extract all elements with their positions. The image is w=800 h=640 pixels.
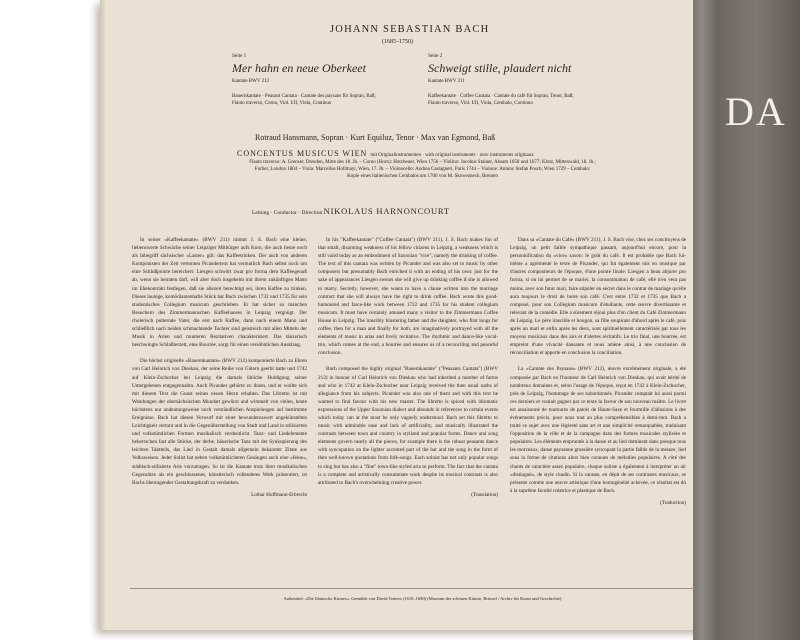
side-1-description: Bauernkantate · Peasant Cantata · Cantate des paysans für Sopran, Baß; — [232, 94, 376, 99]
instrument-line: Furber, London 1804 – Viola: Marcellus Hollmayr, Wien, 17. Jh. – Violoncello: Andrea Castagneri, Paris 1744 – Violone: Antony Stefan Posch, Wien 1729 – Cembalo: — [254, 167, 591, 172]
side-1-instruments: Flauto traverso, Corno, Viol. I/II, Viola, Continuo — [232, 101, 332, 106]
side-2-description: Kaffeekantate · Coffee Cantata · Cantate du café für Sopran, Tenor, Baß; — [428, 94, 574, 99]
notes-paragraph: Dans sa «Cantate du Café» (BWV 211), J. S. Bach vise, chez ses concitoyens de Leipzig, un petit faible sympathique passant, aujourd'hui encore, pour la personnification du «vice» saxon: le goût du café. Il est probable que Bach lui-même a agrémenté le texte de Picander, qui fut également mis en musique par d'autres compositeurs de l'époque, d'une pointe finale: Liesgen a beau abjurer pro forma, si on lui permet de se marier, la consommation de café, elle n'en veut pas moins, avec son futur mari, faire stipuler en secret dans le contrat de mariage qu'elle aura toujours le droit de boire son café. C'est entre 1732 et 1735 que Bach a composé, pour son Collegium musicum d'étudiants, cette œuvre divertissante et relevant de la comédie. Elle a sûrement réjoui plus d'un client du Café Zimmermann de Leipzig. Le père irascible et bougon, sa fille soupirant d'abord après le café, puis après un mari et enfin après les deux, sont spirituellement caractérisés par tous les moyens musicaux dans des airs et d'alertes récitatifs. Le trio final, une bourrée, est empreint d'une vivacité dansante et nous amène ainsi, à une conclusion de réconciliation et apporte en conclusion la conciliation. — [510, 237, 686, 357]
instrument-list — [160, 159, 685, 180]
ensemble — [237, 149, 534, 158]
notes-author: Lothar Hoffmann-Erbrecht — [251, 491, 307, 498]
notes-translation-mark: (Traduction) — [659, 499, 686, 506]
notes-paragraph: La «Cantate des Paysans» (BWV 212), œuvre extrêmement originale, a été composée par Bach en l'honneur de Carl Heinrich von Dieskau, qui avait hérité de nombreux domaines et, selon l'usage de l'époque, reçut en 1742 à Klein-Zschocher, près de Leipzig, l'hommage de ses subordonnés. Picander comptait lui aussi parmi ces derniers et voulait gagner par ce texte la faveur de son nouveau maître. Le livret est assaisonné de tournures de patois de Haute-Saxe et fourmille d'allusions à des événements précis, pour nous tout au plus compréhensibles à demi-mot. Bach a traité ce sujet avec une légèreté sans art et une simplicité remarquables, traduisant l'opposition de la ville et de la campagne dans des formes musicales stylisées et populaires. Les éléments empruntés à la danse et au lied dominent dans presque tous les morceaux, danse paysanne grossière syncopant la partie faible de la mesure, lied sous la forme de citations alors bien connues de mélodies populaires. A côté des chants de caractère assez populaire, chaque soliste a également à interpréter un air «distingué», de style citadin. Si la cantate, en dépit de ses contrastes musicaux, se présente comme une œuvre artistique d'une homogénéité achevée, ce résultat est dû à la suprême faculté créatrice et plastique de Bach. — [510, 366, 686, 494]
notes-french-column — [510, 236, 686, 507]
notes-paragraph: Die höchst originelle »Bauernkantate« (BWV 212) komponierte Bach zu Ehren von Carl Heinrich von Dieskau, der seine Reihe von Gütern geerbt hatte und 1742 auf Klein-Zschocher bei Leipzig die damals übliche Huldigung seiner Untergebenen entgegennahm. Auch Picander gehörte zu ihnen, und er wollte sich mit diesem Text die Gunst seines neuen Herrn erhalten. Das Libretto ist mit Wendungen der obersächsischen Mundart gewürzt und wimmelt von vielen, heute höchstens nur andeutungsweise noch verständlichen Anspielungen auf bestimmte Ereignisse. Bach hat diesen Vorwurf mit einer bewundernswert ungekünstelten Leichtigkeit vertont und in die Gegenüberstellung von Stadt und Land in stilisierten und volkstümlichen Formen musikalisch verdeutlicht. Tanz- und Liedelemente beherrschen fast alle Stücke, der derbe, bäuerische Tanz mit der Synkopierung des leichten Taktteils, das Lied in Gestalt damals allgemein bekannter Zitate aus Volksweisen. Jeder Solist hat neben volkstümlicheren Gesängen auch eine »feine«, städtisch-stilisierte Arie vorzutragen. So ist die Kantate trotz ihrer musikalischen Gegensätze als ein geschlossenes, künstlerisch vollendetes Werk präsentiert, ist Bachs überragender Gestaltungskraft zu verdanken. — [132, 358, 307, 486]
footer-rule — [130, 588, 695, 589]
side-1-catalog: Kantate BWV 212 — [232, 79, 270, 84]
side-2-title: Schweigt stille, plaudert nicht — [428, 61, 572, 75]
side-1-label: Seite 1 — [232, 53, 247, 59]
notes-english-column — [318, 236, 498, 499]
side-2-catalog: Kantate BWV 211 — [428, 79, 465, 84]
side-2-label: Seite 2 — [428, 53, 443, 59]
conductor-line — [252, 206, 450, 216]
notes-german-column — [132, 236, 307, 499]
performers: Rotraud Hansmann, Sopran · Kurt Equiluz, Tenor · Max van Egmond, Baß — [255, 133, 496, 142]
conductor-name: NIKOLAUS HARNONCOURT — [323, 206, 450, 216]
composer-years: (1685–1750) — [382, 39, 413, 45]
notes-translation-mark: (Translation) — [471, 491, 498, 498]
instrument-line: Flauto traverso: A. Grenser, Dresden, Mitte des 18. Jh. – Corno (Horn): Hotcheuer, Wien 1756 – Violino: Jacobus Stainer, Absam 1658 und 1677; Klotz, Mittenwald, 18. Jh.; — [249, 160, 596, 165]
notes-paragraph: In his "Kaffeekantate" ("Coffee Cantata") (BWV 211), J. S. Bach makes fun of that small, disarming weakness of his fellow citizens in Leipzig, a weakness which is still valid today as an embodiment of Saxonian "vice", namely the drinking of coffee. The text of this cantata was written by Picander and was also set to music by other composers but presumably Bach enriched it with an ending of his own: just for the sake of appearances Liesgen swears she will give up drinking coffee if she is allowed to marry. Secretly, however, she wants to have a clause written into the marriage contract that she will always have the right to drink coffee. Bach wrote this good-humoured and farce-like work between 1732 and 1735 for his student collegium musicum. It must have certainly amused many a visitor to the Zimmermann Coffee House in Leipzig. The irascibly blustering father and the daughter, who first longs for coffee, then for a man and finally for both, are imaginatively portrayed with all the elements of music in arias and lively recitative. The rhythmic and dance-like vocal-trio, which comes at the end, a bourrée and ensures us of a reconciling and peaceful conclusion. — [318, 237, 498, 357]
notes-paragraph: Bach composed the highly original "Bauernkantate" ("Peasants Cantata") (BWV 212) in honour of Carl Heinrich von Dieskau who had inherited a number of farms and who in 1742 at Klein-Zschocher near Leipzig received the then usual oaths of allegiance from his subjects. Picander was also one of them and with this text he wanted to find favour with his new master. The libretto is spiced with idiomatic expressions of the Upper Saxonian dialect and abounds in references to certain events which today can at the most be only vaguely understood. Bach set this libretto to music with admirable ease and lack of artificiality, and musically illustrated the contrasts between town and country in stylized and popular forms. Dance and song elements govern nearly all the pieces, for example there is the robust peasants dance with syncopation on the lighter accented part of the bar and the song in the form of then well-known quotations from folk-songs. Each soloist has not only popular songs to sing but has also a "fine" town-like styled aria to perform. The fact that the cantata is a complete and artistically consummate work despite its musical contrasts is also attributed to Bach's overwhelming creative power. — [318, 366, 498, 486]
composer-name: JOHANN SEBASTIAN BACH — [330, 24, 490, 35]
sleeve-edge — [100, 0, 106, 630]
side-2-instruments: Flauto traverso, Viol. I/II, Viola, Cembalo, Continuo — [428, 101, 533, 106]
conductor-label: Leitung · Conductor · Direction — [252, 210, 323, 216]
instrument-line: Kopie eines italienischen Cembalos um 1700 von M. Skowroneck, Bremen — [347, 174, 498, 179]
side-1-title: Mer hahn en neue Oberkeet — [232, 61, 366, 75]
front-cover-title-fragment: DA — [725, 89, 787, 134]
ensemble-instruments-note: mit Originalinstrumenten · with original instruments · avec instruments originaux — [370, 153, 534, 158]
notes-paragraph: In seiner »Kaffeekantate« (BWV 211) nimmt J. S. Bach eine kleine, liebenswerte Schwäche seiner Leipziger Mitbürger aufs Korn, die auch heute noch als Inbegriff sächsischer »Laster« gilt: das Kaffeetrinken. Der auch von anderen Komponisten der Zeit vertonten Picandertext hat vermutlich Bach selbst noch um eine Schlußpointe bereichert: Liesgen schwört zwar pro forma dem Kaffeegenuß ab, wenn sie heiraten darf, will aber doch insgeheim mit ihrem zukünftigen Mann im Ehekontrakt festlegen, daß sie allezeit berechtigt sei, ihren Kaffee zu trinken. Dieses launige, komödiantenhafte Stück hat Bach zwischen 1732 und 1735 für sein studentisches Collegium musicum geschrieben. Er hat sicher so manchen Besuchern des Zimmermannschen Kaffeehauses in Leipzig vergnügt. Der cholerisch polternde Vater, die erst nach Kaffee, dann nach einem Mann und schließlich nach beiden schmachtende Tochter sind geistreich mit allen Mitteln der Musik in Arien und munteren Rezitativen charakterisiert. Das tänzerisch beschwingte Schlußterzett, eine Bourrée, sorgt für einen versöhnlichen Ausklang. — [132, 237, 307, 349]
ensemble-name: CONCENTUS MUSICUS WIEN — [237, 149, 368, 158]
cover-credits: Außentitel: »Die flämische Kirmes«, Gemälde von David Teniers (1610–1690) (Museum der schönen Künste, Brüssel / Archiv für Kunst und Geschichte) — [283, 596, 562, 601]
